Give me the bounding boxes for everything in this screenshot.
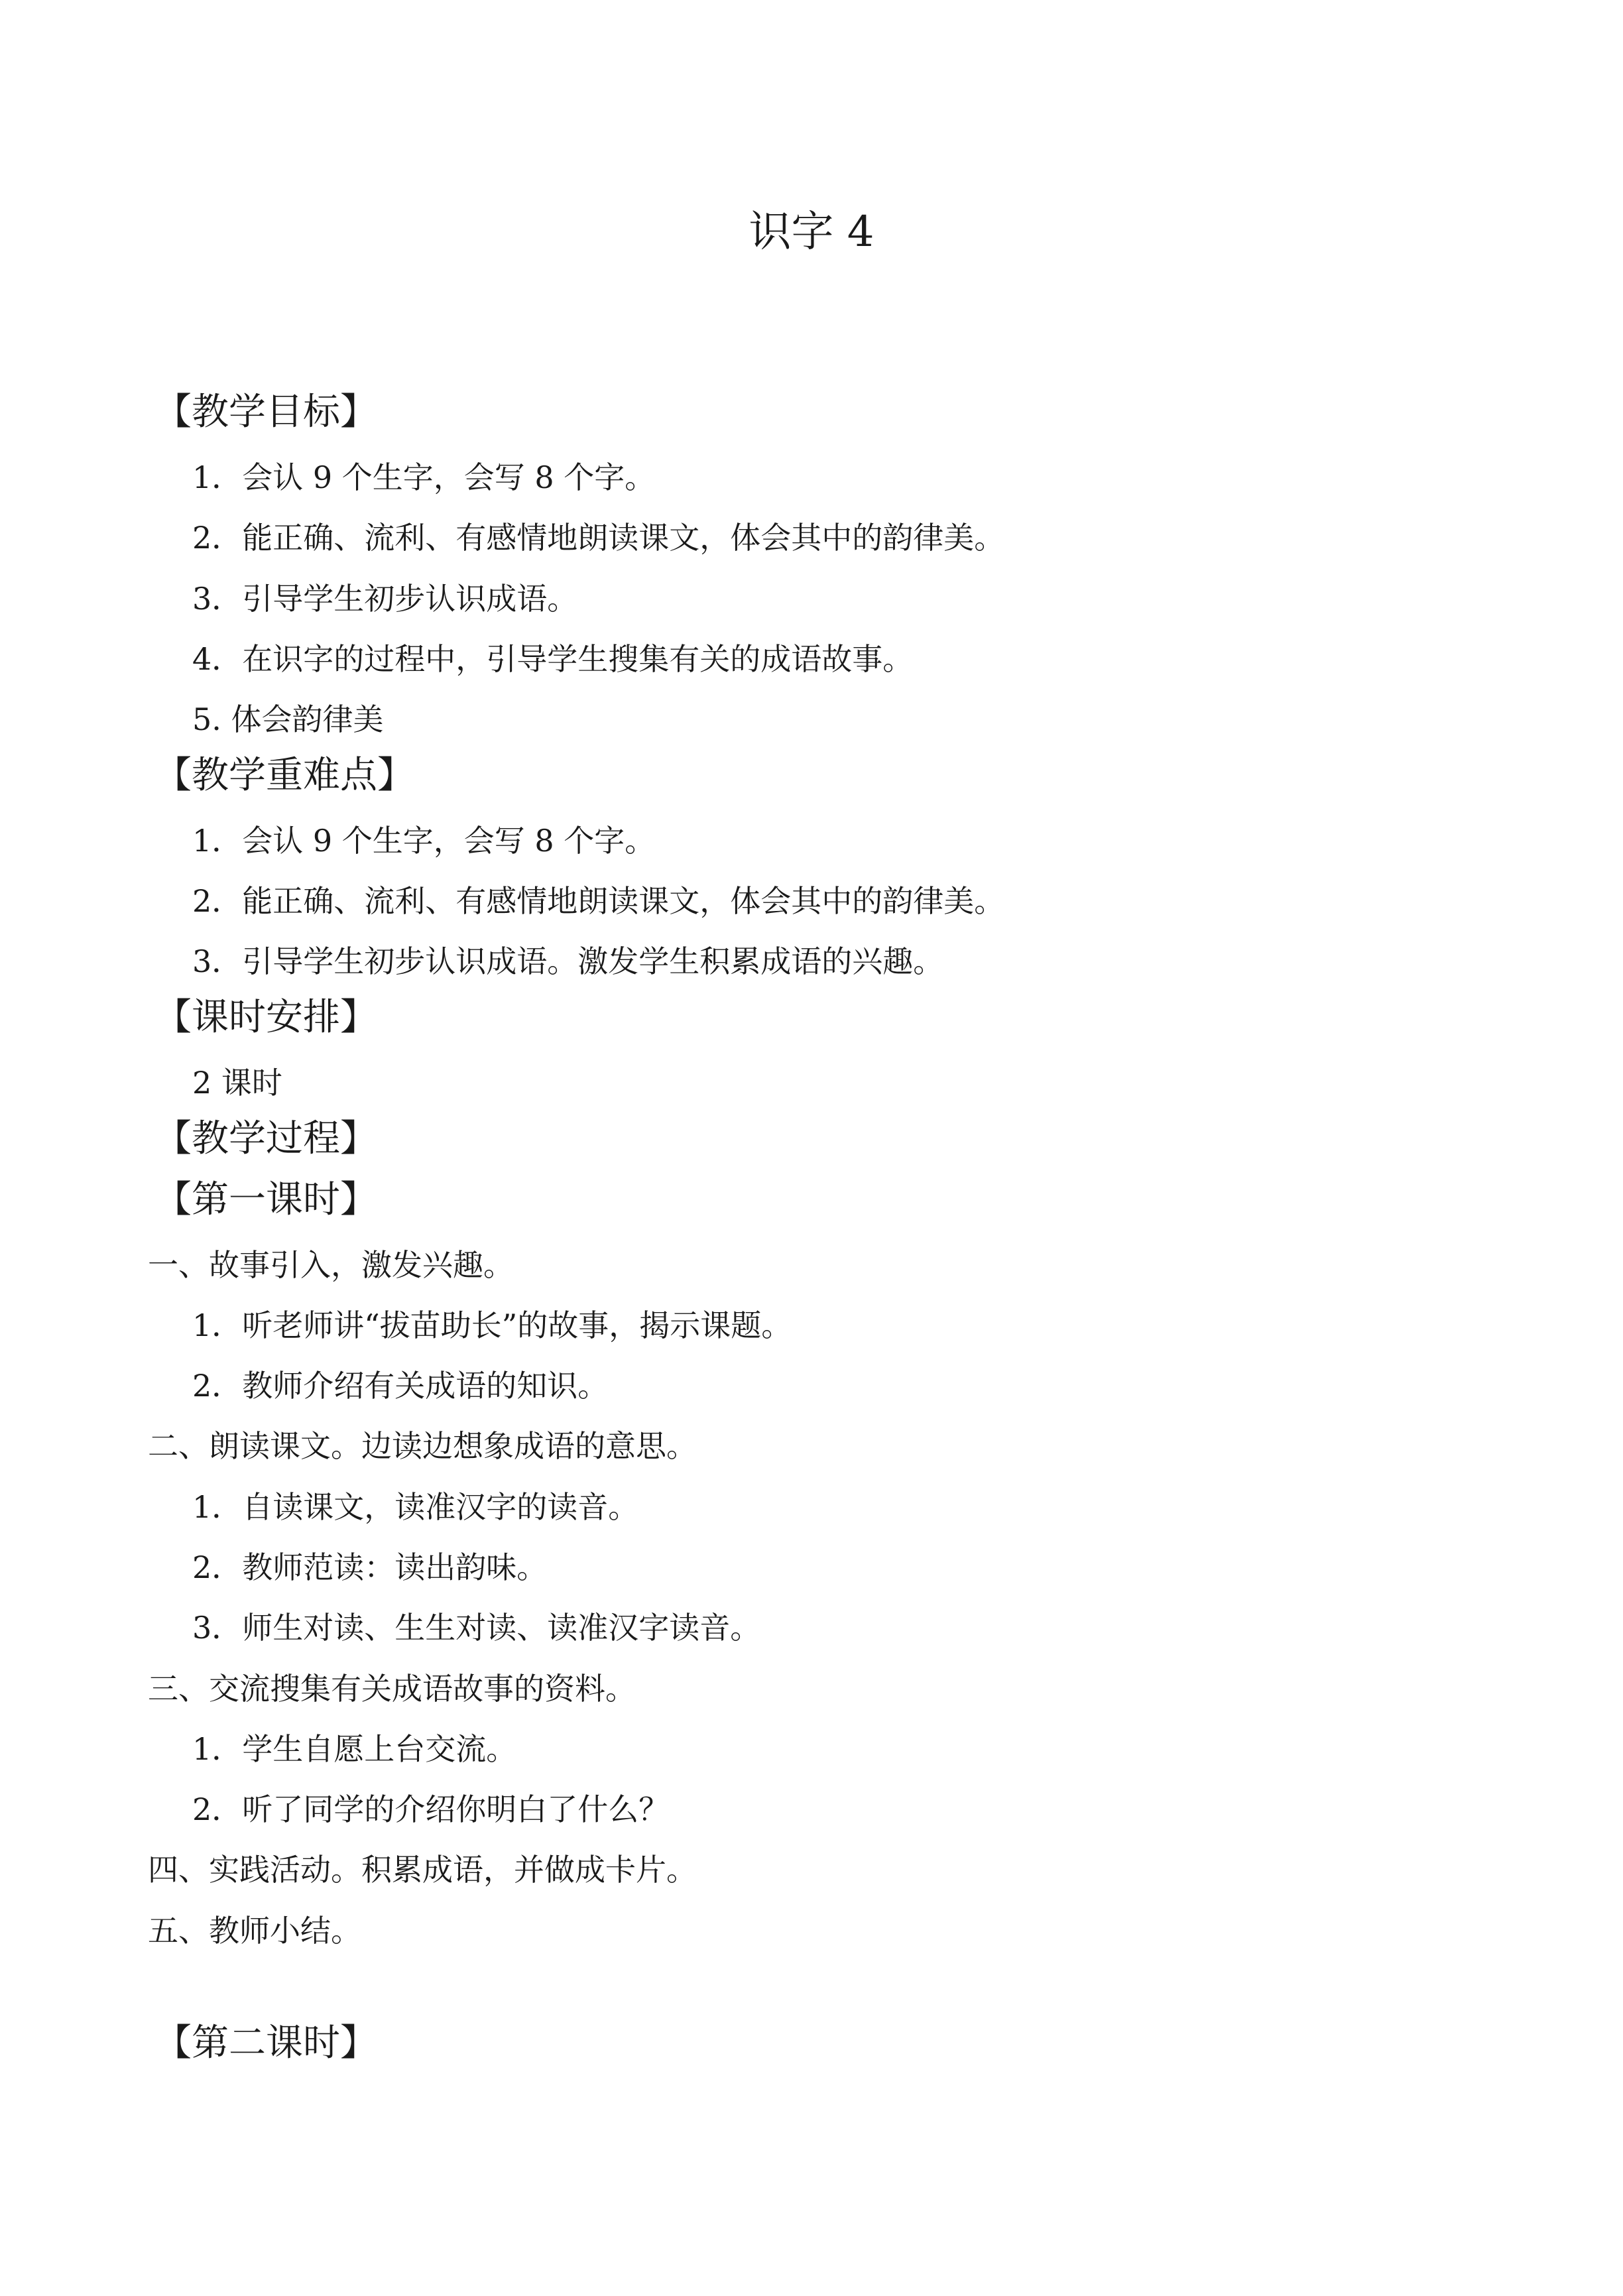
lesson1-item: 1．自读课文，读准汉字的读音。: [192, 1489, 639, 1525]
lesson1-section-title: 一、故事引入，激发兴趣。: [148, 1247, 514, 1283]
lesson1-item: 3．师生对读、生生对读、读准汉字读音。: [192, 1610, 761, 1646]
goals-item: 3．引导学生初步认识成语。: [192, 581, 578, 617]
goals-item: 2．能正确、流利、有感情地朗读课文，体会其中的韵律美。: [192, 520, 1005, 556]
lesson1-section-title: 三、交流搜集有关成语故事的资料。: [148, 1671, 636, 1707]
key-points-item: 1．会认 9 个生字，会写 8 个字。: [192, 823, 656, 859]
schedule-heading: 【课时安排】: [154, 996, 377, 1039]
lesson1-item: 1．听老师讲“拔苗助长”的故事，揭示课题。: [192, 1307, 792, 1343]
process-heading: 【教学过程】: [154, 1117, 377, 1160]
lesson1-section-title: 二、朗读课文。边读边想象成语的意思。: [148, 1428, 697, 1464]
key-points-heading: 【教学重难点】: [154, 754, 414, 797]
goals-heading: 【教学目标】: [154, 391, 377, 434]
key-points-item: 2．能正确、流利、有感情地朗读课文，体会其中的韵律美。: [192, 883, 1005, 919]
page-title: 识字 4: [749, 208, 874, 257]
lesson2-heading: 【第二课时】: [154, 2022, 377, 2065]
lesson1-section-title: 四、实践活动。积累成语，并做成卡片。: [148, 1852, 697, 1888]
lesson1-heading: 【第一课时】: [154, 1178, 377, 1221]
key-points-item: 3．引导学生初步认识成语。激发学生积累成语的兴趣。: [192, 943, 944, 979]
lesson1-item: 2．教师介绍有关成语的知识。: [192, 1368, 609, 1404]
goals-item: 1．会认 9 个生字，会写 8 个字。: [192, 459, 656, 495]
lesson1-item: 2．听了同学的介绍你明白了什么？: [192, 1791, 670, 1827]
lesson1-section-title: 五、教师小结。: [148, 1913, 361, 1949]
lesson1-item: 2．教师范读：读出韵味。: [192, 1549, 548, 1585]
goals-item: 4．在识字的过程中，引导学生搜集有关的成语故事。: [192, 641, 914, 677]
goals-item: 5. 体会韵律美: [192, 701, 384, 737]
lesson1-item: 1．学生自愿上台交流。: [192, 1731, 517, 1767]
schedule-text: 2 课时: [192, 1065, 282, 1101]
